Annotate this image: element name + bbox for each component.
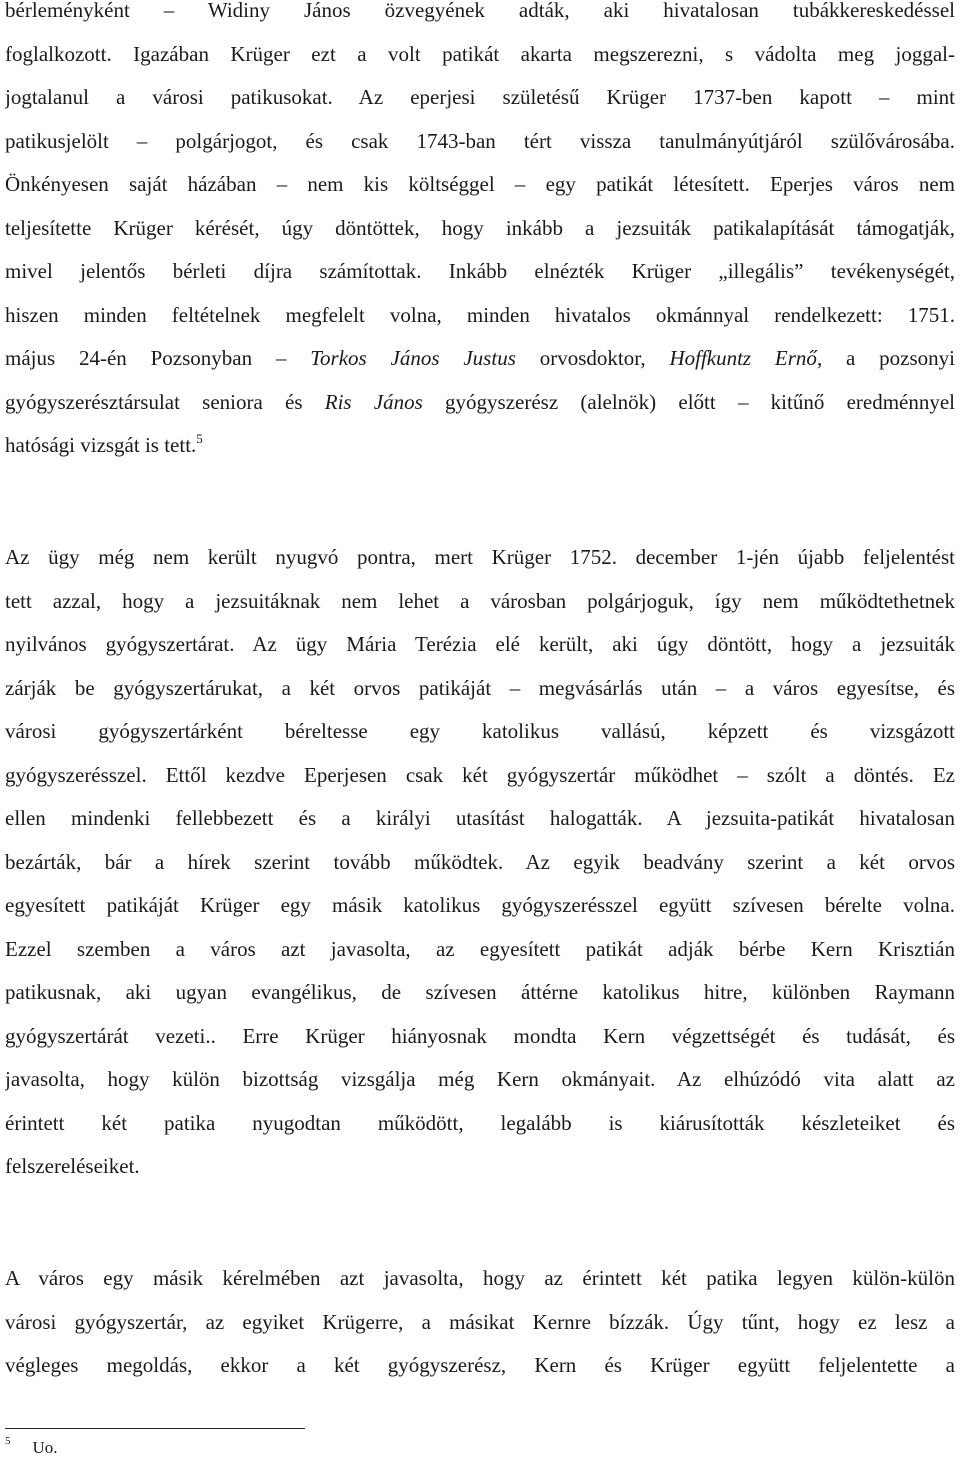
person-name-torkos: Torkos János Justus — [310, 346, 516, 370]
text-line: teljesítette Krüger kérését, úgy döntöttek, hogy inkább a jezsuiták patikalapítását támogatják, — [5, 215, 955, 240]
text-line: tett azzal, hogy a jezsuitáknak nem lehet a városban polgárjoguk, így nem működtethetnek — [5, 588, 955, 613]
text-line: egyesített patikáját Krüger egy másik katolikus gyógyszerésszel együtt szívesen bérelte volna. — [5, 893, 955, 917]
paragraph-2 — [5, 536, 955, 1189]
text-line: végleges megoldás, ekkor a két gyógyszerész, Kern és Krüger együtt feljelentette a — [5, 1353, 955, 1377]
text-line: zárják be gyógyszertárukat, a két orvos patikáját – megvásárlás után – a város egyesítse, és — [5, 675, 955, 700]
text-line — [5, 381, 955, 425]
text-line: jogtalanul a városi patikusokat. Az eperjesi születésű Krüger 1737-ben kapott – mint — [5, 85, 955, 109]
text-segment: , a pozsonyi — [816, 346, 955, 370]
text-line: városi gyógyszertár, az egyiket Krügerre, a másikat Kernre bízzák. Úgy tűnt, hogy ez lesz a — [5, 1309, 955, 1334]
text-segment: orvosdoktor, — [515, 346, 670, 370]
text-segment: gyógyszerésztársulat seniora és — [5, 389, 325, 414]
person-name-ris: Ris János — [324, 389, 423, 414]
paragraph-3 — [5, 1257, 955, 1388]
text-line: foglalkozott. Igazában Krüger ezt a volt patikát akarta megszerezni, s vádolta meg joggal- — [5, 41, 955, 66]
text-line — [5, 337, 955, 381]
text-line: patikusnak, aki ugyan evangélikus, de szívesen áttérne katolikus hitre, különben Raymann — [5, 980, 955, 1004]
footnote-separator — [5, 1428, 305, 1429]
text-line: Önkényesen saját házában – nem kis költséggel – egy patikát létesített. Eperjes város nem — [5, 172, 955, 196]
footnote — [5, 1436, 405, 1460]
text-line: A város egy másik kérelmében azt javasolta, hogy az érintett két patika legyen külön-külön — [5, 1266, 955, 1290]
text-line: gyógyszerésszel. Ettől kezdve Eperjesen csak két gyógyszertár működhet – szólt a döntés. Ez — [5, 762, 955, 787]
text-line: városi gyógyszertárként béreltesse egy katolikus vallású, képzett és vizsgázott — [5, 719, 955, 743]
text-line: mivel jelentős bérleti díjra számítottak. Inkább elnézték Krüger „illegális” tevékenységét, — [5, 259, 955, 283]
text-line: bérleményként – Widiny János özvegyének adták, aki hivatalosan tubákkereskedéssel — [5, 0, 955, 22]
text-line: patikusjelölt – polgárjogot, és csak 1743-ban tért vissza tanulmányútjáról szülővárosába. — [5, 128, 955, 153]
text-line: felszereléseiket. — [5, 1154, 140, 1178]
text-line: érintett két patika nyugodtan működött, legalább is kiárusították készleteiket és — [5, 1110, 955, 1135]
paragraph-1 — [5, 0, 955, 468]
text-line: gyógyszertárát vezeti.. Erre Krüger hiányosnak mondta Kern végzettségét és tudását, és — [5, 1023, 955, 1048]
footnote-reference[interactable]: 5 — [196, 431, 203, 446]
person-name-hoffkuntz: Hoffkuntz Ernő — [669, 346, 817, 370]
text-line: Ezzel szemben a város azt javasolta, az egyesített patikát adják bérbe Kern Krisztián — [5, 936, 955, 961]
text-line: nyilvános gyógyszertárat. Az ügy Mária Terézia elé került, aki úgy döntött, hogy a jezsuiták — [5, 632, 955, 656]
text-segment: május 24-én Pozsonyban – — [5, 346, 311, 370]
footnote-number: 5 — [5, 1435, 11, 1447]
footnote-text: Uo. — [32, 1438, 58, 1457]
text-line: hiszen minden feltételnek megfelelt volna, minden hivatalos okmánnyal rendelkezett: 1751. — [5, 302, 955, 327]
text-line: javasolta, hogy külön bizottság vizsgálja még Kern okmányait. Az elhúzódó vita alatt az — [5, 1067, 955, 1091]
text-line: bezárták, bár a hírek szerint tovább működtek. Az egyik beadvány szerint a két orvos — [5, 849, 955, 874]
text-segment: hatósági vizsgát is tett. — [5, 433, 197, 457]
text-line — [5, 424, 955, 468]
text-segment: gyógyszerész (alelnök) előtt – kitűnő eredménnyel — [422, 389, 955, 414]
text-line: Az ügy még nem került nyugvó pontra, mert Krüger 1752. december 1-jén újabb feljelentést — [5, 545, 955, 569]
text-line: ellen mindenki fellebbezett és a királyi utasítást halogatták. A jezsuita-patikát hivatalosan — [5, 806, 955, 830]
